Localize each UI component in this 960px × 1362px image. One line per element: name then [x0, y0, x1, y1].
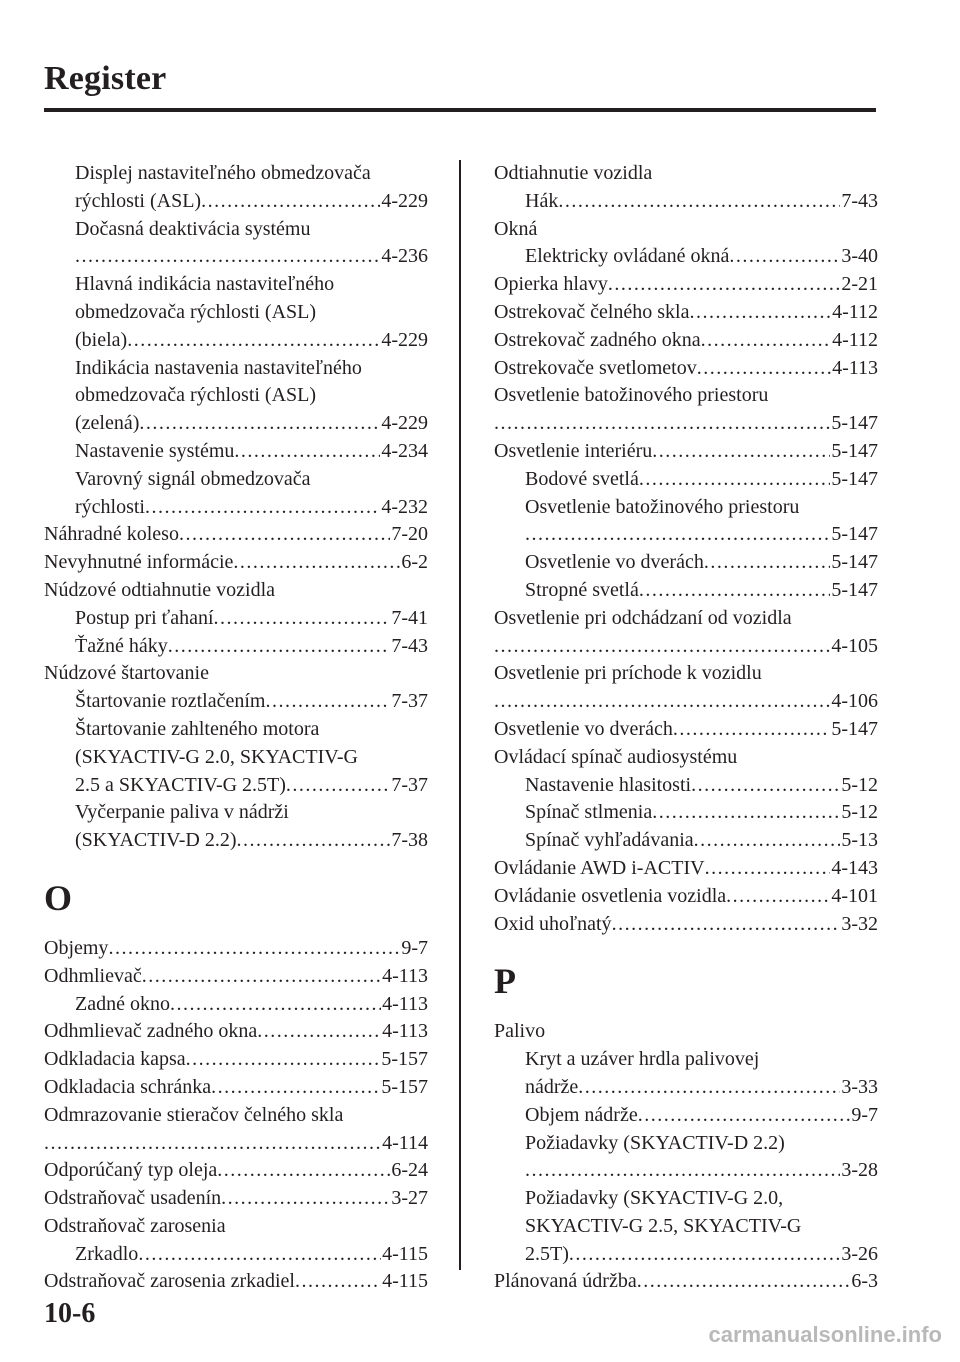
entry-label: Odstraňovač zarosenia — [44, 1214, 226, 1237]
entry-label: Objemy — [44, 936, 109, 959]
entry-label: obmedzovača rýchlosti (ASL) — [75, 300, 317, 323]
index-entry — [44, 660, 428, 688]
index-subentry — [494, 772, 878, 800]
index-entry — [494, 160, 878, 188]
entry-label: Nastavenie hlasitosti — [525, 773, 692, 796]
entry-page: 4-229 — [381, 328, 428, 351]
dot-leader — [236, 827, 390, 855]
index-subentry — [44, 188, 428, 216]
entry-page: 4-229 — [381, 412, 428, 435]
index-subentry — [44, 1241, 428, 1269]
dot-leader — [257, 1018, 381, 1046]
entry-page: 7-43 — [841, 189, 878, 212]
dot-leader — [139, 410, 380, 438]
entry-page: 7-38 — [391, 829, 428, 852]
dot-leader — [295, 1268, 381, 1296]
entry-page: 6-3 — [851, 1270, 878, 1293]
entry-page: 4-112 — [832, 300, 878, 323]
dot-leader — [170, 991, 381, 1019]
dot-leader — [704, 549, 831, 577]
index-subentry — [44, 299, 428, 327]
dot-leader — [168, 633, 391, 661]
entry-label: Elektricky ovládané okná — [525, 245, 730, 268]
entry-label: Spínač stlmenia — [525, 801, 653, 824]
entry-label: Vyčerpanie paliva v nádrži — [75, 801, 289, 824]
dot-leader — [639, 466, 830, 494]
index-entry — [44, 1268, 428, 1296]
dot-leader — [179, 521, 390, 549]
dot-leader — [652, 799, 840, 827]
entry-page: 6-24 — [391, 1159, 428, 1182]
entry-label: Zrkadlo — [75, 1242, 139, 1265]
dot-leader — [637, 1268, 851, 1296]
entry-page: 5-12 — [841, 801, 878, 824]
column-divider — [459, 160, 461, 1270]
entry-label: Núdzové odtiahnutie vozidla — [44, 578, 276, 601]
entry-label: rýchlosti — [75, 495, 145, 518]
index-subentry — [44, 799, 428, 827]
entry-label: Nastavenie systému — [75, 439, 235, 462]
dot-leader — [221, 1185, 390, 1213]
entry-label: Postup pri ťahaní — [75, 606, 214, 629]
entry-label: Núdzové štartovanie — [44, 662, 209, 685]
entry-label: Osvetlenie vo dverách — [494, 717, 673, 740]
index-entry — [494, 855, 878, 883]
index-entry — [494, 688, 878, 716]
index-subentry — [44, 438, 428, 466]
dot-leader — [201, 188, 380, 216]
entry-label: Odkladacia schránka — [44, 1075, 212, 1098]
dot-leader — [673, 716, 831, 744]
index-entry — [494, 911, 878, 939]
index-subentry — [44, 688, 428, 716]
dot-leader — [638, 1102, 851, 1130]
index-entry — [44, 1213, 428, 1241]
dot-leader — [689, 299, 831, 327]
dot-leader — [558, 188, 840, 216]
entry-page: 6-2 — [401, 551, 428, 574]
index-subentry — [44, 327, 428, 355]
entry-page: 5-13 — [841, 829, 878, 852]
index-subentry — [494, 494, 878, 522]
entry-page: 4-113 — [382, 1020, 428, 1043]
entry-label: Zadné okno — [75, 992, 170, 1015]
entry-page: 4-236 — [381, 245, 428, 268]
index-subentry — [494, 1102, 878, 1130]
entry-label: Plánovaná údržba — [494, 1270, 637, 1293]
dot-leader — [127, 327, 380, 355]
entry-page: 3-26 — [841, 1242, 878, 1265]
entry-label: obmedzovača rýchlosti (ASL) — [75, 384, 317, 407]
entry-label: Palivo — [494, 1020, 546, 1043]
entry-label: Odhmlievač — [44, 964, 142, 987]
entry-page: 4-105 — [831, 634, 878, 657]
dot-leader — [569, 1241, 840, 1269]
index-entry — [494, 355, 878, 383]
entry-page: 5-157 — [381, 1075, 428, 1098]
entry-page: 2-21 — [841, 273, 878, 296]
dot-leader — [214, 605, 391, 633]
entry-page: 5-12 — [841, 773, 878, 796]
index-entry — [494, 1018, 878, 1046]
index-subentry — [44, 410, 428, 438]
entry-page: 5-147 — [831, 467, 878, 490]
entry-page: 7-20 — [391, 523, 428, 546]
entry-page: 5-147 — [831, 551, 878, 574]
entry-page: 4-234 — [381, 439, 428, 462]
entry-label: (SKYACTIV-G 2.0, SKYACTIV-G — [75, 745, 358, 768]
entry-page: 4-113 — [382, 964, 428, 987]
entry-label: Ostrekovač zadného okna — [494, 328, 701, 351]
entry-page: 5-147 — [831, 523, 878, 546]
dot-leader — [108, 935, 400, 963]
entry-label: Hák — [525, 189, 559, 212]
dot-leader — [525, 1157, 840, 1185]
index-subentry — [494, 1157, 878, 1185]
entry-label: Osvetlenie vo dverách — [525, 551, 704, 574]
dot-leader — [75, 243, 380, 271]
dot-leader — [145, 494, 380, 522]
index-subentry — [44, 271, 428, 299]
dot-leader — [694, 827, 841, 855]
entry-label: Osvetlenie pri odchádzaní od vozidla — [494, 606, 792, 629]
dot-leader — [186, 1046, 381, 1074]
index-subentry — [44, 243, 428, 271]
index-entry — [494, 716, 878, 744]
entry-page: 4-232 — [381, 495, 428, 518]
entry-label: Štartovanie roztlačením — [75, 690, 266, 713]
page-number: 10-6 — [44, 1298, 96, 1329]
entry-label: (biela) — [75, 328, 128, 351]
entry-label: Okná — [494, 217, 538, 240]
dot-leader — [525, 521, 830, 549]
index-entry — [44, 1130, 428, 1158]
dot-leader — [639, 577, 830, 605]
entry-page: 4-229 — [381, 189, 428, 212]
index-entry — [44, 1018, 428, 1046]
index-entry — [494, 327, 878, 355]
index-entry — [44, 963, 428, 991]
dot-leader — [608, 271, 840, 299]
index-entry — [494, 605, 878, 633]
entry-label: Odporúčaný typ oleja — [44, 1159, 218, 1182]
entry-label: Ovládací spínač audiosystému — [494, 745, 738, 768]
entry-label: Oxid uhoľnatý — [494, 912, 612, 935]
index-entry — [494, 438, 878, 466]
entry-page: 5-147 — [831, 578, 878, 601]
entry-page: 7-41 — [391, 606, 428, 629]
index-entry — [44, 577, 428, 605]
entry-label: Kryt a uzáver hrdla palivovej — [525, 1048, 760, 1071]
entry-page: 7-37 — [391, 690, 428, 713]
entry-label: Hlavná indikácia nastaviteľného — [75, 273, 335, 296]
entry-page: 4-114 — [382, 1131, 428, 1154]
dot-leader — [142, 963, 381, 991]
entry-page: 7-43 — [391, 634, 428, 657]
entry-label: Objem nádrže — [525, 1103, 638, 1126]
index-subentry — [44, 827, 428, 855]
entry-label: Spínač vyhľadávania — [525, 829, 694, 852]
dot-leader — [494, 688, 830, 716]
index-subentry — [494, 1185, 878, 1213]
index-subentry — [494, 1074, 878, 1102]
entry-label: Displej nastaviteľného obmedzovača — [75, 162, 371, 184]
index-subentry — [494, 1213, 878, 1241]
index-subentry — [44, 216, 428, 244]
entry-page: 4-115 — [382, 1270, 428, 1293]
entry-page: 4-113 — [832, 356, 878, 379]
entry-page: 5-147 — [831, 412, 878, 435]
entry-label: (SKYACTIV-D 2.2) — [75, 829, 237, 852]
dot-leader — [211, 1074, 380, 1102]
index-entry — [44, 549, 428, 577]
entry-page: 3-32 — [841, 912, 878, 935]
dot-leader — [612, 911, 841, 939]
index-entry — [44, 1157, 428, 1185]
index-subentry — [494, 827, 878, 855]
dot-leader — [234, 438, 380, 466]
dot-leader — [233, 549, 400, 577]
entry-label: rýchlosti (ASL) — [75, 189, 202, 212]
section-letter: O — [44, 877, 73, 918]
index-subentry — [494, 1130, 878, 1158]
entry-page: 5-147 — [831, 439, 878, 462]
entry-label: Odtiahnutie vozidla — [494, 162, 653, 184]
entry-label: Osvetlenie pri príchode k vozidlu — [494, 662, 762, 685]
dot-leader — [652, 438, 830, 466]
dot-leader — [705, 855, 831, 883]
index-entry — [494, 660, 878, 688]
dot-leader — [265, 688, 390, 716]
index-subentry — [44, 355, 428, 383]
entry-page: 3-40 — [841, 245, 878, 268]
entry-label: Odstraňovač zarosenia zrkadiel — [44, 1270, 295, 1293]
index-subentry — [44, 494, 428, 522]
index-entry — [44, 521, 428, 549]
entry-label: nádrže — [525, 1075, 579, 1098]
entry-label: Ostrekovač čelného skla — [494, 300, 690, 323]
entry-label: SKYACTIV-G 2.5, SKYACTIV-G — [525, 1214, 802, 1237]
entry-label: Osvetlenie batožinového priestoru — [494, 384, 769, 407]
index-subentry — [44, 633, 428, 661]
dot-leader — [494, 410, 830, 438]
entry-label: Odmrazovanie stieračov čelného skla — [44, 1103, 344, 1126]
index-column-right — [494, 160, 878, 1296]
index-subentry — [494, 466, 878, 494]
index-subentry — [44, 991, 428, 1019]
index-subentry — [494, 188, 878, 216]
index-entry — [494, 1268, 878, 1296]
index-entry — [494, 216, 878, 244]
entry-label: (zelená) — [75, 412, 140, 435]
dot-leader — [578, 1074, 840, 1102]
dot-leader — [691, 772, 840, 800]
entry-label: Odhmlievač zadného okna — [44, 1020, 258, 1043]
entry-label: Ťažné háky — [75, 634, 168, 657]
entry-label: Nevyhnutné informácie — [44, 551, 234, 574]
entry-label: Náhradné koleso — [44, 523, 179, 546]
page-title: Register — [44, 60, 167, 97]
entry-page: 4-143 — [831, 856, 878, 879]
entry-label: Varovný signál obmedzovača — [75, 467, 311, 490]
entry-page: 4-101 — [831, 884, 878, 907]
dot-leader — [44, 1130, 381, 1158]
header-rule — [44, 108, 876, 112]
entry-label: Osvetlenie batožinového priestoru — [525, 495, 800, 518]
index-subentry — [494, 521, 878, 549]
entry-page: 3-27 — [391, 1187, 428, 1210]
index-column-left — [44, 160, 428, 1296]
index-subentry — [44, 772, 428, 800]
entry-page: 9-7 — [851, 1103, 878, 1126]
index-subentry — [494, 1046, 878, 1074]
index-subentry — [44, 716, 428, 744]
entry-page: 7-37 — [391, 773, 428, 796]
index-subentry — [44, 466, 428, 494]
entry-page: 9-7 — [401, 936, 428, 959]
index-entry — [494, 382, 878, 410]
entry-label: Dočasná deaktivácia systému — [75, 217, 311, 240]
entry-label: Odstraňovač usadenín — [44, 1187, 222, 1210]
index-entry — [44, 935, 428, 963]
entry-label: Štartovanie zahlteného motora — [75, 717, 320, 740]
entry-page: 4-106 — [831, 690, 878, 713]
entry-page: 5-157 — [381, 1048, 428, 1071]
dot-leader — [701, 327, 831, 355]
entry-page: 4-113 — [382, 992, 428, 1015]
entry-page: 5-147 — [831, 717, 878, 740]
entry-label: Indikácia nastavenia nastaviteľného — [75, 356, 362, 379]
index-subentry — [44, 744, 428, 772]
entry-label: Odkladacia kapsa — [44, 1048, 186, 1071]
index-entry — [494, 271, 878, 299]
entry-page: 3-33 — [841, 1075, 878, 1098]
index-entry — [494, 633, 878, 661]
index-entry — [494, 744, 878, 772]
entry-label: Ovládanie osvetlenia vozidla — [494, 884, 727, 907]
entry-label: Stropné svetlá — [525, 578, 639, 601]
entry-label: Bodové svetlá — [525, 467, 639, 490]
entry-label: 2.5 a SKYACTIV-G 2.5T) — [75, 773, 286, 796]
index-entry — [44, 1046, 428, 1074]
entry-label: Osvetlenie interiéru — [494, 439, 653, 462]
index-subentry — [494, 549, 878, 577]
index-subentry — [44, 160, 428, 188]
index-subentry — [494, 1241, 878, 1269]
index-subentry — [494, 577, 878, 605]
watermark: carmanualsonline.info — [708, 1322, 942, 1347]
index-entry — [494, 410, 878, 438]
dot-leader — [729, 243, 840, 271]
index-subentry — [44, 605, 428, 633]
index-subentry — [44, 382, 428, 410]
index-entry — [44, 1185, 428, 1213]
entry-label: Opierka hlavy — [494, 273, 608, 296]
entry-page: 4-115 — [382, 1242, 428, 1265]
index-entry — [44, 1074, 428, 1102]
section-letter: P — [494, 961, 516, 1002]
entry-page: 4-112 — [832, 328, 878, 351]
dot-leader — [286, 772, 390, 800]
index-entry — [494, 299, 878, 327]
dot-leader — [726, 883, 830, 911]
entry-page: 3-28 — [841, 1159, 878, 1182]
entry-label: 2.5T) — [525, 1242, 569, 1265]
dot-leader — [697, 355, 831, 383]
index-subentry — [494, 243, 878, 271]
index-subentry — [494, 799, 878, 827]
dot-leader — [217, 1157, 390, 1185]
entry-label: Požiadavky (SKYACTIV-D 2.2) — [525, 1131, 785, 1154]
entry-label: Ostrekovače svetlometov — [494, 356, 697, 379]
index-entry — [494, 883, 878, 911]
entry-label: Požiadavky (SKYACTIV-G 2.0, — [525, 1187, 784, 1210]
dot-leader — [138, 1241, 381, 1269]
index-entry — [44, 1102, 428, 1130]
dot-leader — [494, 633, 830, 661]
entry-label: Ovládanie AWD i-ACTIV — [494, 856, 705, 879]
